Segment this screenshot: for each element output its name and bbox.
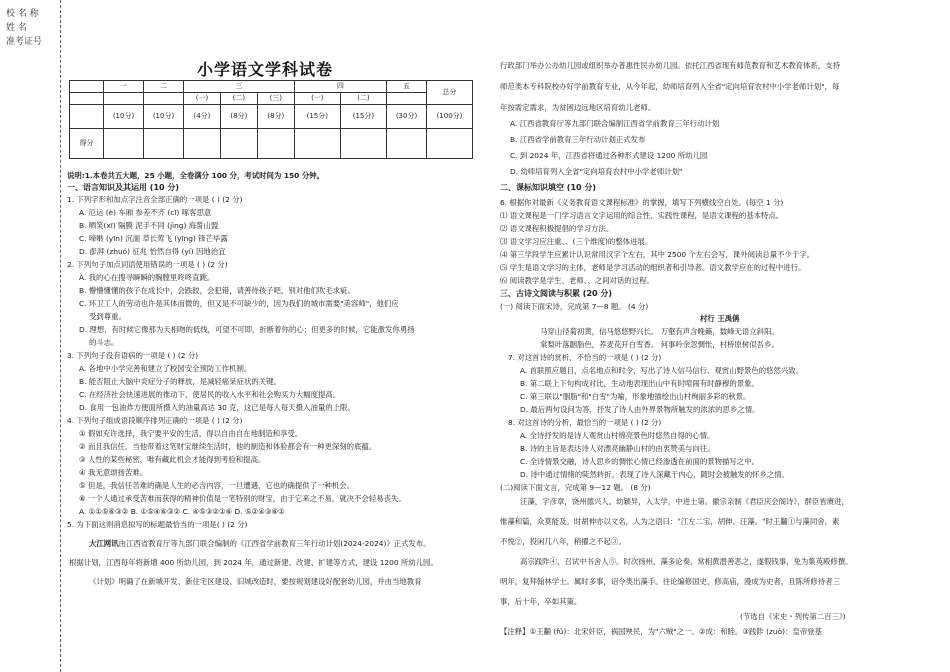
option-1d: D. 澎湃 (zhuó) 征兆 怡然自得 (yí) 因地治宜 [79,247,226,256]
option-8d: D. 诗中通过情绪的陡然转折，表现了诗人深藏于内心、随时会被触发的怀乡之情。 [520,470,790,479]
exam-title: 小学语文学科试卷 [197,60,334,79]
option-8c: C. 全诗情景交融，诗人思乡的惆怅心情已经渗透在前面的景物描写之中。 [520,457,759,466]
option-7c: C. 第三联以"胭脂"和"白雪"为喻，形象地描绘出山村绚丽多彩的秋景。 [520,392,751,401]
score-points: (8分) [220,105,257,129]
option-3a: A. 各地中小学完善和建立了校园安全预防工作机制。 [79,364,252,373]
section-2-title: 二、课标知识填空 (10 分) [500,183,597,192]
score-header-2: 二 [144,81,184,93]
score-sub-1: (一) [184,93,221,105]
question-8: 8. 对这首诗的分析，最恰当的一项是 ( ) (2 分) [508,418,662,427]
classical-text-3: 不悦②，投闲几八年，稍擢之不起③。 [500,537,626,546]
blank-6-4: ⑷ 第三学段学生应累计认识常用汉字个左右，其中 2500 个左右会写，课外阅读总量不少于字。 [500,250,815,259]
classical-text-2: 惟藻和篇，众莫能及。时胡伸亦以文名，人为之语曰："江左二宝，胡伸、汪藻。"时王黼①与藻同舍，素 [500,517,840,526]
blank-6-2: ⑵ 语文课程积极提倡的学习方法。 [500,224,614,233]
section-3-title: 三、古诗文阅读与积累 (20 分) [500,289,613,298]
option-5a: A. 江西省教育厅等九部门联合编制江西省学前教育三年行动计划 [510,119,720,128]
sentence-4-4: ④ 我无意颂扬苦难。 [79,468,148,477]
score-sub-5: (二) [340,93,386,105]
news-cont-2: 师范类本专科院校办好学前教育专业，从今年起，幼师培育列入全省"定向培育农村中小学老师计划"，每 [500,82,840,91]
subsection-3-2: (二)阅读下面文言，完成第 9—12 题。 (8 分) [500,483,651,492]
news-paragraph-3: 《计划》明确了在新城开发、新住宅区建设、旧城改造时，要按规划建设好配套幼儿园，并由当地教育 [89,577,422,586]
blank-6-3: ⑶ 语文学习应注重、、(三个维度)的整体进展。 [500,237,653,246]
name-field-label: 姓 名 [6,23,27,33]
score-points: (4分) [184,105,221,129]
subsection-3-1: (一) 阅读下面宋诗，完成第 7—8 题。 (4 分) [500,302,649,311]
question-4: 4. 下列句子组成语段顺序排列正确的一项是 ( ) (2 分) [67,416,243,425]
option-3c: C. 在经济社会快速进展的推动下，使居民的收入水平和社会购买力大幅度提高。 [79,390,341,399]
score-points: (10分) [104,105,144,129]
news-cont-3: 年按需定需求，为贫困边远地区培育幼儿老师。 [500,103,656,112]
score-cell[interactable] [340,129,386,159]
score-cell[interactable] [144,129,184,159]
score-sub-4: (一) [294,93,340,105]
question-6: 6. 根据你对最新《义务教育语文课程标准》的掌握，填写下列横线空白处。(每空 1 分) [500,198,784,207]
option-5b: B. 江西省学前教育三年行动计划正式发布 [510,135,646,144]
option-2b: B. 懵懵懂懂的孩子在成长中，会跌跤，会犯错，请善待孩子吧，别对他们吹毛求疵。 [79,286,355,295]
option-2c: C. 环卫工人的劳动也许是其体而微的，但又是不可缺少的，因为我们的城市需要"美容师"，他们应 [79,299,399,308]
classical-text-4: 高宗践阼④，召试中书舍人⑤。时次扬州，藻多论奏，常相黄潜善恶之，遂假钱事，免为集英殿修撰。 [520,557,853,566]
sentence-4-1: ① 假如充许选择，我宁要平安的生活，得以自由自在地制造和享受。 [79,429,303,438]
question-3: 3. 下列句子没有语病的一项是 ( ) (2 分) [67,351,199,360]
right-column [500,0,945,672]
option-3b: B. 能否阻止大脑中炎症分子的释放，是减轻癌呆症状的关键。 [79,377,281,386]
news-source: 大江网讯 [89,539,119,548]
score-cell[interactable] [427,129,473,159]
score-header-5: 五 [387,81,427,93]
blank-6-6: ⑹ 阅读教学是学生、老师、、之间对话的过程。 [500,276,654,285]
option-7a: A. 首联照应题目，点名地点和时令，写出了诗人信马信行、观赏山野景色的悠然兴致。 [520,366,804,375]
score-points: (10分) [144,105,184,129]
score-points: (15分) [294,105,340,129]
exam-number-field-label: 准考证号 [6,37,43,47]
score-header-1: 一 [104,81,144,93]
score-cell[interactable] [387,129,427,159]
option-8a: A. 全诗抒发的是诗人观赏山村绵亮景色时悠然自得的心情。 [520,431,715,440]
binding-line [60,0,61,672]
score-points: (15分) [340,105,386,129]
option-2d-cont: 的斗志。 [89,338,119,347]
question-5: 5. 为下面这则消息拟写的标题最恰当的一项是( ) (2 分) [67,520,248,529]
question-1: 1. 下列字形和加点字注音全部正确的一项是 ( ) (2 分) [67,195,243,204]
binding-sidebar [0,0,56,672]
sentence-4-3: ③ 人性的某些秘密，唯有藏此机会才能得到考验和提高。 [79,455,266,464]
question-2: 2. 下列句子加点词语使用错误的一项是 ( ) (2 分) [67,260,228,269]
score-sub-3: (三) [257,93,294,105]
score-cell[interactable] [220,129,257,159]
score-cell[interactable] [184,129,221,159]
exam-note: 说明:1.本卷共五大题，25 小题，全卷满分 100 分，考试时间为 150 分钟。 [67,171,325,180]
sentence-4-2: ② 而且我信任，当他带着这笔财宝继续生活时，他的制造和体验都会有一种更深刻的底蕴。 [79,442,377,451]
score-cell[interactable] [257,129,294,159]
option-1a: A. 厄运 (è) 车厢 参差不齐 (cī) 啄客思意 [79,208,212,217]
score-table [69,80,473,159]
score-sub-2: (二) [220,93,257,105]
classical-text-1: 汪藻，字彦章，饶州德兴人。幼颖异，入太学，中进士第。徽宗亲制《君臣庆会阁诗》，群臣皆赓进， [520,497,849,506]
score-points: (8分) [257,105,294,129]
option-1b: B. 哂笑(xī) 隔膜 泥手不同 (jìng) 海誓山盟 [79,221,219,230]
news-cont-1: 行政部门举办公办幼儿园或组织举办普惠性民办幼儿园。依托江西省现有师范教育和艺术教育体系，支持 [500,61,840,70]
sentence-4-5: ⑤ 但是，我信任苦难的确是人生的必含内容，一旦遭遇，它也的确提供了一种机会。 [79,481,355,490]
option-5c: C. 到 2024 年，江西省将通过各种形式建设 1200 所幼儿园 [510,151,708,160]
news-paragraph-1: 大江网讯由江西省教育厅等九部门联合编制的《江西省学前教育三年行动计划(2024-2024)》正式发布。 [89,539,431,548]
option-2a: A. 我的心在搜寻瞬瞬的胸膛里咚咚直跳。 [79,273,215,282]
classical-text-5: 明年，复拜翰林学士。属时多事，诏令类出藻手。往论编修国史，修高庙，漫成为史者，且陈所修待者三 [500,577,840,586]
option-5d: D. 幼师培育列入全省"定向培育农村中小学老师计划" [510,167,683,176]
blank-6-1: ⑴ 语文课程是一门学习语言文字运用的综合性、实践性课程，是语文课程的基本特点。 [500,211,784,220]
score-row-label: 得分 [70,129,104,159]
section-1-title: 一、语言知识及其运用 (10 分) [67,183,180,192]
score-points: (100分) [427,105,473,129]
score-points: (30分) [387,105,427,129]
option-8b: B. 诗的主旨是表达诗人对漂亮幽静山村的由衷赞美与向往。 [520,444,715,453]
score-header-3: 三 [184,81,295,93]
left-column [67,0,472,672]
news-paragraph-2: 根据计划，江西每年将新增 400 所幼儿园，到 2024 年，通过新建、改建、扩建等方式，建设 1200 所幼儿园。 [69,558,438,567]
option-2c-cont: 受到尊重。 [89,312,126,321]
option-3d: D. 食用一包油炸方便面所摄入的油量高达 30 克，这已是每人每天摄入油量的上限。 [79,403,355,412]
poem-line-1: 马穿山径菊初黄，信马悠悠野兴长。 万壑有声含晚籁，数峰无语立斜阳。 [540,327,779,336]
blank-6-5: ⑸ 学生是语文学习的主体，老师是学习活动的组织者和引导者。语文教学应在的过程中进行。 [500,263,806,272]
option-2d: D. 理想，有时候它像那为天相吻的低线，可望不可即，折断着你的心；但更多的时候，它能激发你勇扬 [79,325,415,334]
classical-text-6: 事，后十年，卒如其策。 [500,597,582,606]
option-7d: D. 最后两句设问为答，抒发了诗人由外界景物所触发的浓浓的思乡之情。 [520,405,760,414]
classical-text-source: (节选自《宋史・列传第二百三》) [740,612,846,621]
option-7b: B. 第二联上下句构成对比，生动地表现出山中有时喧闹有时静穆的景象。 [520,379,759,388]
poem-title: 村行 王禹偁 [700,314,740,323]
annotations: 【注释】①王黼 (fǔ)：北宋奸臣，祸国殃民，为"六贼"之一。②成：和睦。③践阼 (zuò)：皇帝登基 [500,627,822,636]
option-1c: C. 啼啭 (yīn) 沉湎 草长莺飞 (yīng) 锋芒毕露 [79,234,228,243]
question-7: 7. 对这首诗的赏析，不恰当的一项是 ( ) (2 分) [508,353,662,362]
score-header-4: 四 [294,81,386,93]
sentence-4-6: ⑥ 一个人通过承受苦难而获得的精神价值是一笔特别的财宝，由于它来之不易，就决不会轻易丧失。 [79,494,406,503]
school-field-label: 校 名 称 [6,9,39,19]
score-header-total: 总分 [427,81,473,105]
score-cell[interactable] [294,129,340,159]
score-cell[interactable] [104,129,144,159]
options-4: A. ①①⑤⑥③② B. ①⑤④⑥③② C. ④⑤③②①⑥ D. ⑤②④③⑥① [79,507,285,516]
poem-line-2: 棠梨叶落胭脂色，荞麦花开白雪香。 何事吟余忽惆怅，村桥原树似吾乡。 [540,340,779,349]
